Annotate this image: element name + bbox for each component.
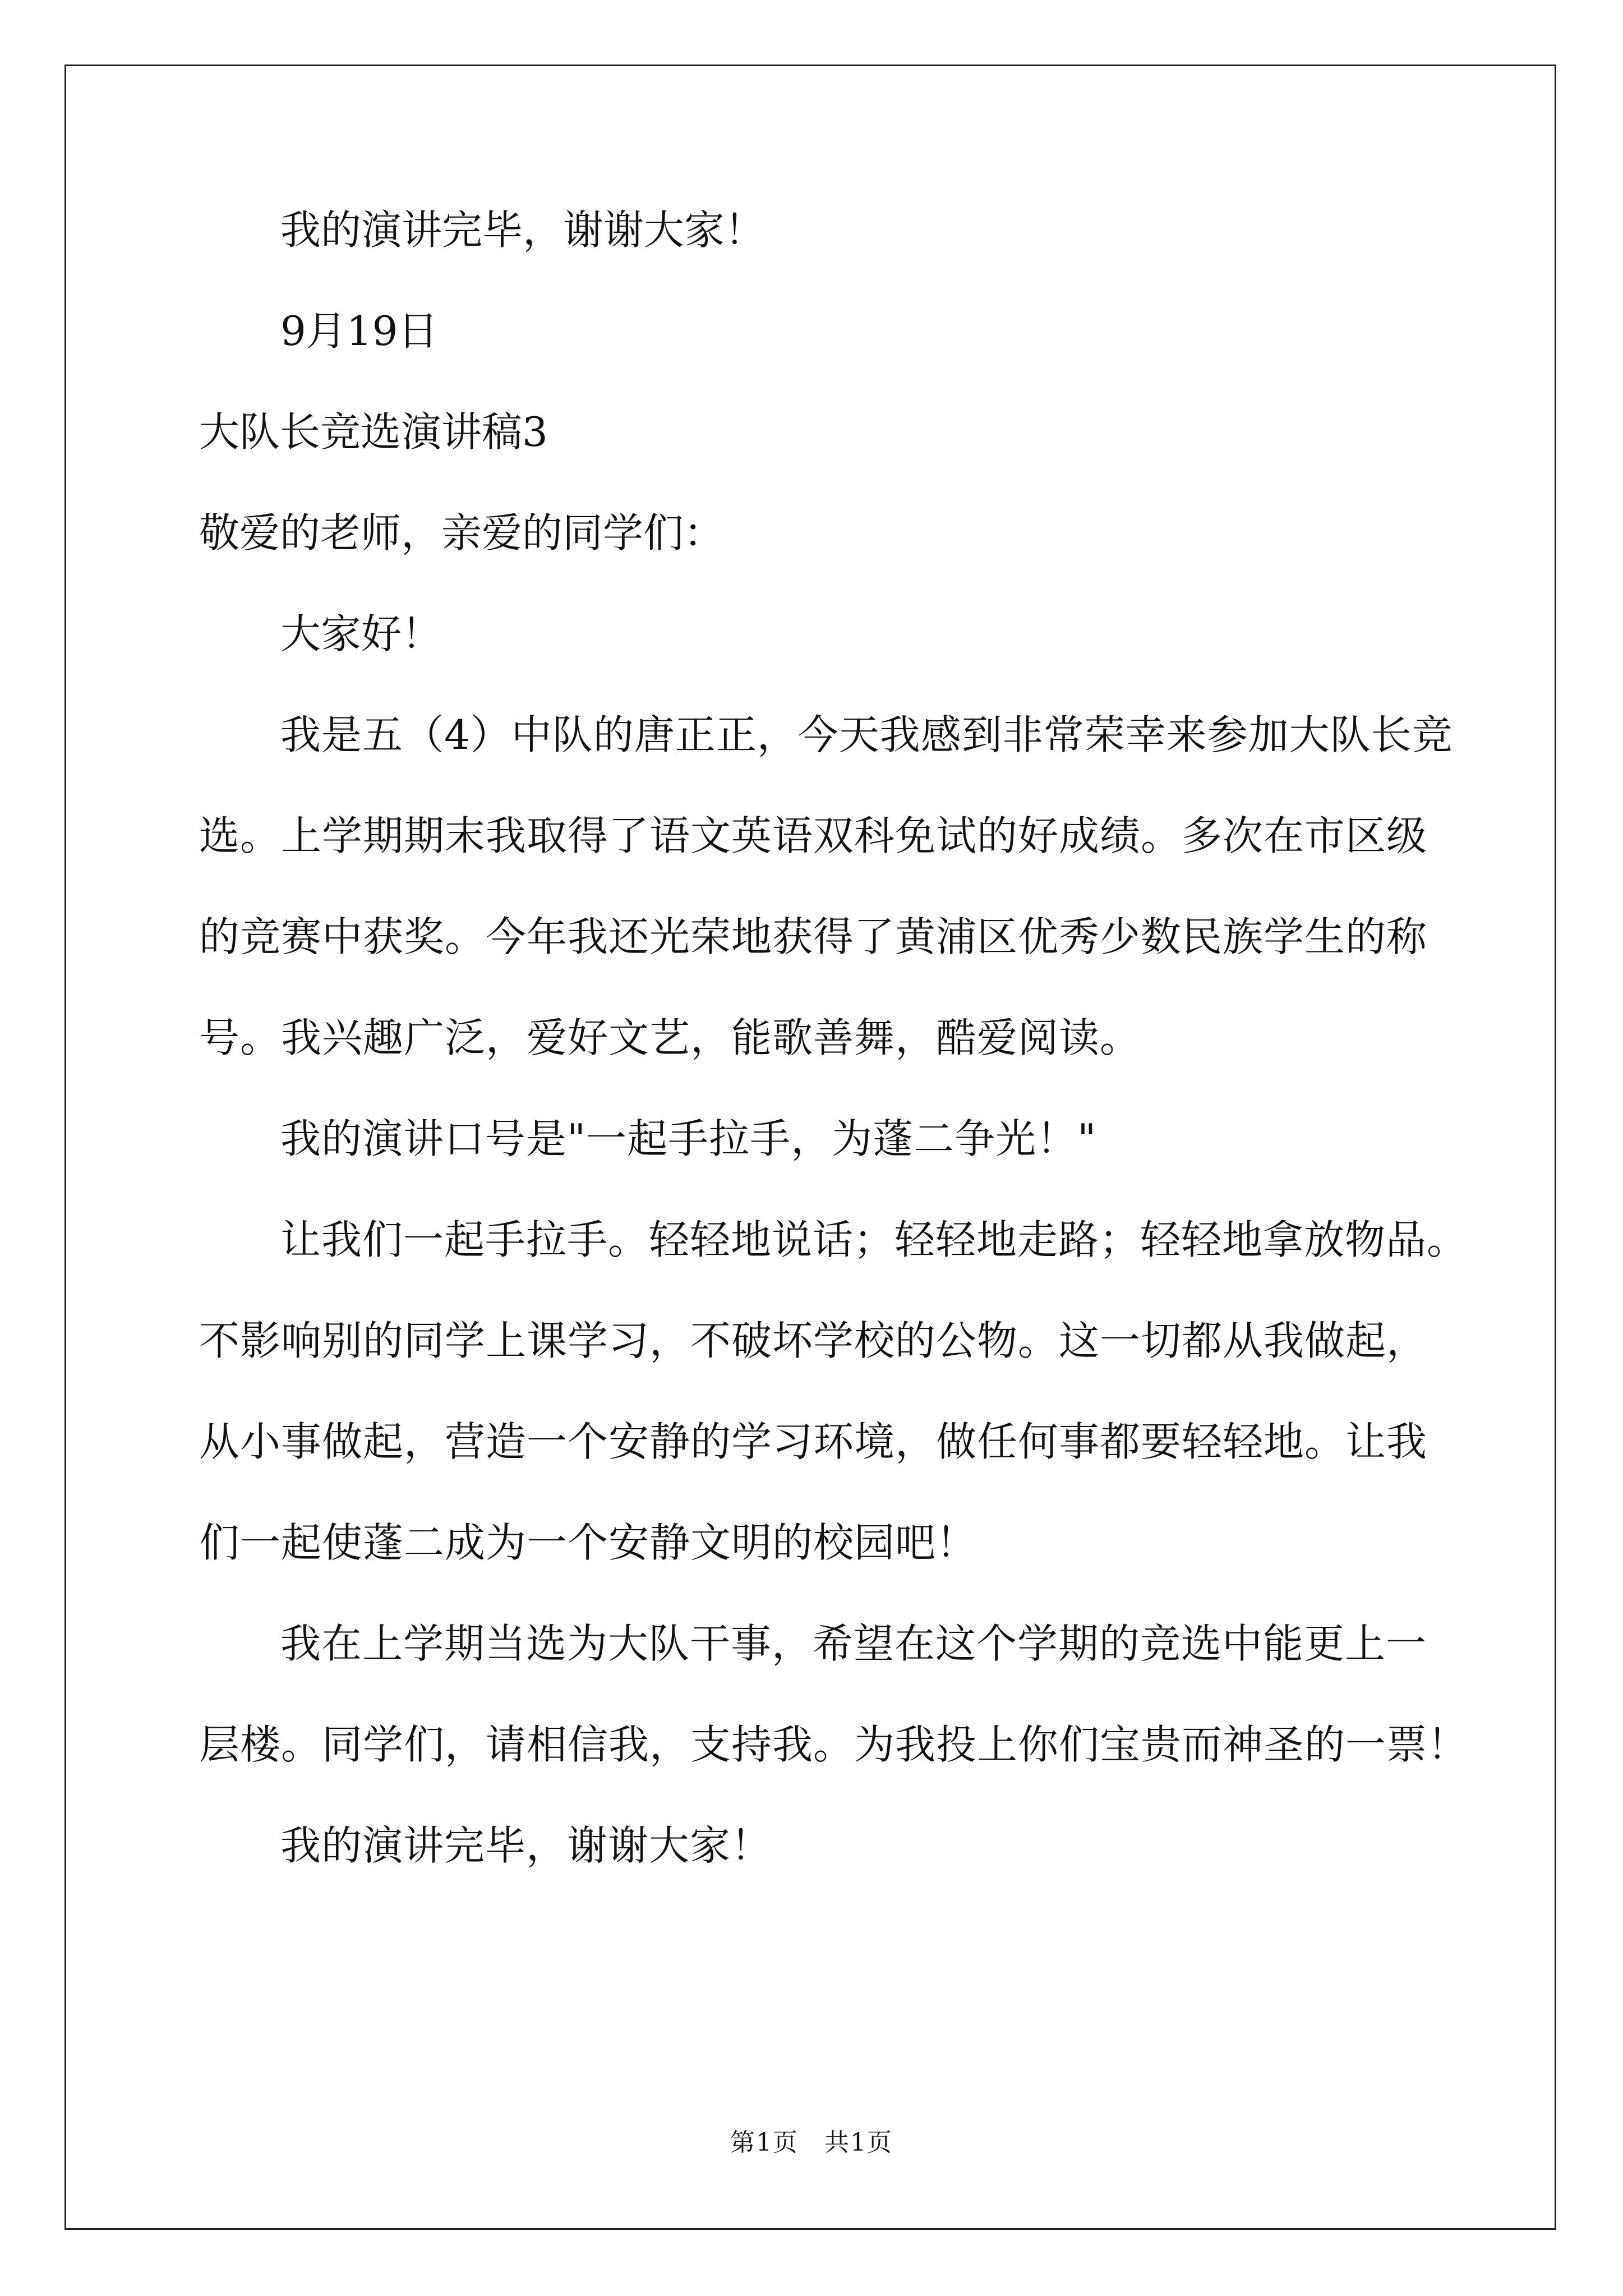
paragraph-line: 我的演讲口号是"一起手拉手，为蓬二争光！" [280, 1115, 1097, 1162]
closing-line: 我的演讲完毕，谢谢大家！ [280, 206, 766, 254]
paragraph-line: 我是五（4）中队的唐正正，今天我感到非常荣幸来参加大队长竞 [280, 711, 1453, 758]
paragraph-quiet [199, 1189, 1467, 1593]
greeting: 大家好！ [280, 610, 442, 657]
paragraph-line: 的竞赛中获奖。今年我还光荣地获得了黄浦区优秀少数民族学生的称 [199, 913, 1428, 960]
paragraph-line: 让我们一起手拉手。轻轻地说话；轻轻地走路；轻轻地拿放物品。 [280, 1216, 1468, 1263]
document-title: 大队长竞选演讲稿3 [199, 408, 548, 455]
paragraph-vote [199, 1593, 1467, 1795]
paragraph-line: 们一起使蓬二成为一个安静文明的校园吧！ [199, 1519, 978, 1566]
paragraph-intro [199, 684, 1467, 1088]
salutation: 敬爱的老师，亲爱的同学们： [199, 509, 725, 556]
paragraph-line: 我在上学期当选为大队干事，希望在这个学期的竞选中能更上一 [280, 1620, 1427, 1667]
paragraph-line: 号。我兴趣广泛，爱好文艺，能歌善舞，酷爱阅读。 [199, 1014, 1141, 1061]
paragraph-line: 层楼。同学们，请相信我，支持我。为我投上你们宝贵而神圣的一票！ [199, 1721, 1469, 1768]
document-body [199, 208, 1467, 1896]
paragraph-closing [199, 1795, 1467, 1896]
paragraph-line: 我的演讲完毕，谢谢大家！ [280, 1822, 772, 1869]
date-line: 9月19日 [280, 307, 439, 355]
page-number-footer: 第1页 共1页 [730, 2128, 893, 2157]
paragraph-slogan [199, 1088, 1467, 1189]
paragraph-line: 不影响别的同学上课学习，不破坏学校的公物。这一切都从我做起， [199, 1317, 1428, 1364]
paragraph-line: 选。上学期期末我取得了语文英语双科免试的好成绩。多次在市区级 [199, 812, 1428, 859]
paragraph-line: 从小事做起，营造一个安静的学习环境，做任何事都要轻轻地。让我 [199, 1418, 1428, 1465]
